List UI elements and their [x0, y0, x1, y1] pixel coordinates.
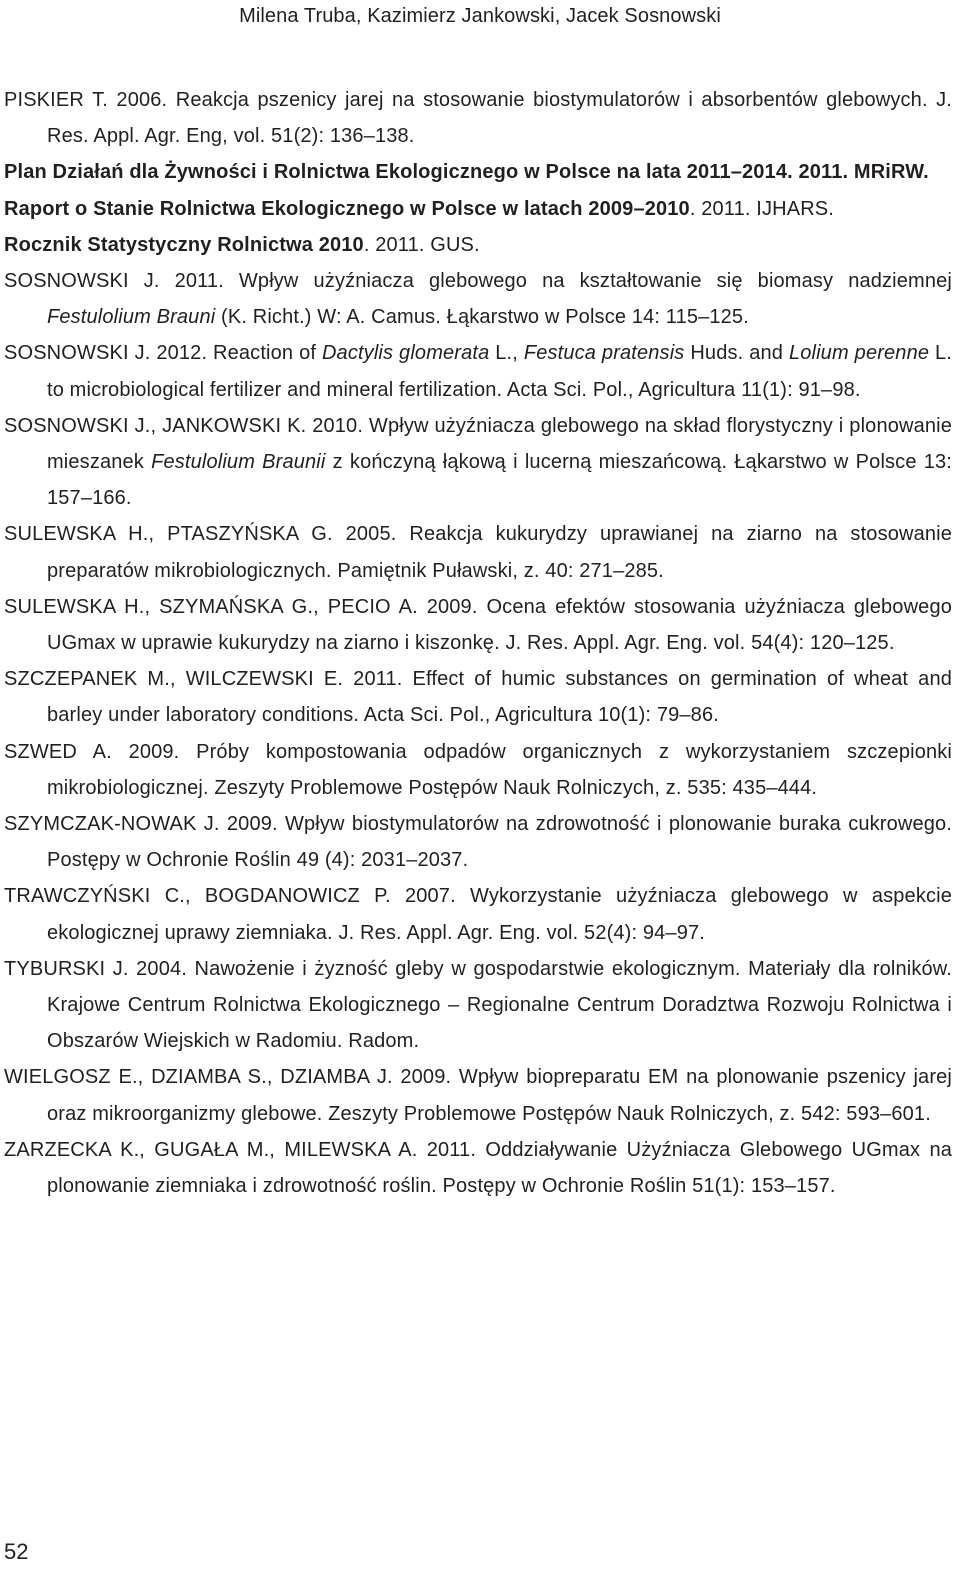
reference-entry-szymczak-nowak-2009	[4, 806, 952, 878]
reference-entry-sosnowski-jankowski-2010	[4, 408, 952, 517]
reference-text: SULEWSKA H., SZYMAŃSKA G., PECIO A. 2009. Ocena efektów stosowania użyźniacza glebowego UGmax w uprawie kukurydzy na ziarno i kiszonkę. J. Res. Appl. Agr. Eng. vol. 54(4): 120–125.	[4, 595, 952, 655]
reference-text: (K. Richt.) W: A. Camus. Łąkarstwo w Polsce 14: 115–125.	[215, 306, 749, 329]
reference-text: SULEWSKA H., PTASZYŃSKA G. 2005. Reakcja kukurydzy uprawianej na ziarno na stosowanie preparatów mikrobiologicznych. Pamiętnik Puławski, z. 40: 271–285.	[4, 523, 952, 582]
reference-text: SOSNOWSKI J. 2011. Wpływ użyźniacza glebowego na kształtowanie się biomasy nadziemnej	[4, 270, 952, 293]
reference-text: ZARZECKA K., GUGAŁA M., MILEWSKA A. 2011. Oddziaływanie Użyźniacza Glebowego UGmax na plonowanie ziemniaka i zdrowotność roślin. Postępy w Ochronie Roślin 51(1): 153–157.	[4, 1138, 952, 1198]
reference-entry-sosnowski-2011	[4, 263, 952, 335]
reference-text: Huds. and	[684, 342, 789, 365]
reference-text: SOSNOWSKI J., JANKOWSKI K. 2010. Wpływ użyźniacza glebowego na skład florystyczny i plonowanie mieszanek	[4, 414, 952, 474]
reference-text: SZCZEPANEK M., WILCZEWSKI E. 2011. Effect of humic substances on germination of wheat and barley under laboratory conditions. Acta Sci. Pol., Agricultura 10(1): 79–86.	[4, 668, 952, 727]
species-name: Festulolium Braunii	[151, 451, 326, 474]
reference-text: L.,	[489, 342, 524, 365]
reference-entry-rocznik-2011	[4, 227, 952, 263]
reference-text: PISKIER T. 2006. Reakcja pszenicy jarej na stosowanie biostymulatorów i absorbentów glebowych. J. Res. Appl. Agr. Eng, vol. 51(2): 136–138.	[4, 89, 952, 148]
reference-text: Plan Działań dla Żywności i Rolnictwa Ekologicznego w Polsce na lata 2011–2014. 2011. MRiRW.	[4, 161, 929, 184]
reference-text: Raport o Stanie Rolnictwa Ekologicznego w Polsce w latach 2009–2010	[4, 197, 690, 220]
reference-entry-wielgosz-2009	[4, 1059, 952, 1131]
reference-entry-szwed-2009	[4, 734, 952, 806]
reference-entry-sosnowski-2012	[4, 335, 952, 407]
species-name: Lolium perenne	[788, 342, 930, 365]
reference-entry-szczepanek-2011	[4, 661, 952, 733]
reference-text: . 2011. IJHARS.	[689, 197, 834, 220]
reference-text: SZWED A. 2009. Próby kompostowania odpadów organicznych z wykorzystaniem szczepionki mikrobiologicznej. Zeszyty Problemowe Postępów Nauk Rolniczych, z. 535: 435–444.	[4, 740, 952, 799]
page-number: 52	[4, 1539, 29, 1564]
species-name: Festulolium Brauni	[47, 306, 216, 329]
reference-entry-sulewska-ptaszynska-2005	[4, 516, 952, 588]
reference-entry-piskier-2006	[4, 82, 952, 154]
reference-text: WIELGOSZ E., DZIAMBA S., DZIAMBA J. 2009. Wpływ biopreparatu EM na plonowanie pszenicy jarej oraz mikroorganizmy glebowe. Zeszyty Problemowe Postępów Nauk Rolniczych, z. 542: 593–601.	[4, 1066, 952, 1125]
reference-list	[4, 82, 952, 1204]
reference-text: TYBURSKI J. 2004. Nawożenie i żyzność gleby w gospodarstwie ekologicznym. Materiały dla rolników. Krajowe Centrum Rolnictwa Ekologicznego – Regionalne Centrum Doradztwa Rozwoju Rolnictwa i Obszarów Wiejskich w Radomiu. Radom.	[4, 957, 952, 1053]
reference-text: z kończyną łąkową i lucerną mieszańcową. Łąkarstwo w Polsce 13: 157–166.	[47, 451, 953, 510]
reference-text: Rocznik Statystyczny Rolnictwa 2010	[4, 233, 364, 256]
reference-text: L. to microbiological fertilizer and mineral fertilization. Acta Sci. Pol., Agricultura 11(1): 91–98.	[47, 342, 953, 401]
reference-text: SZYMCZAK-NOWAK J. 2009. Wpływ biostymulatorów na zdrowotność i plonowanie buraka cukrowego. Postępy w Ochronie Roślin 49 (4): 2031–2037.	[4, 813, 952, 872]
reference-entry-tyburski-2004	[4, 951, 952, 1060]
species-name: Dactylis glomerata	[321, 342, 490, 365]
reference-entry-plan-dzialan-2011	[4, 154, 952, 190]
reference-text: SOSNOWSKI J. 2012. Reaction of	[4, 342, 322, 365]
reference-text: . 2011. GUS.	[363, 233, 480, 256]
reference-entry-zarzecka-2011	[4, 1132, 952, 1204]
reference-entry-raport-2011	[4, 191, 952, 227]
reference-entry-sulewska-2009	[4, 589, 952, 661]
species-name: Festuca pratensis	[523, 342, 685, 365]
reference-text: TRAWCZYŃSKI C., BOGDANOWICZ P. 2007. Wykorzystanie użyźniacza glebowego w aspekcie ekologicznej uprawy ziemniaka. J. Res. Appl. Agr. Eng. vol. 52(4): 94–97.	[4, 885, 952, 944]
reference-entry-trawczynski-2007	[4, 878, 952, 950]
running-header: Milena Truba, Kazimierz Jankowski, Jacek Sosnowski	[239, 5, 721, 27]
